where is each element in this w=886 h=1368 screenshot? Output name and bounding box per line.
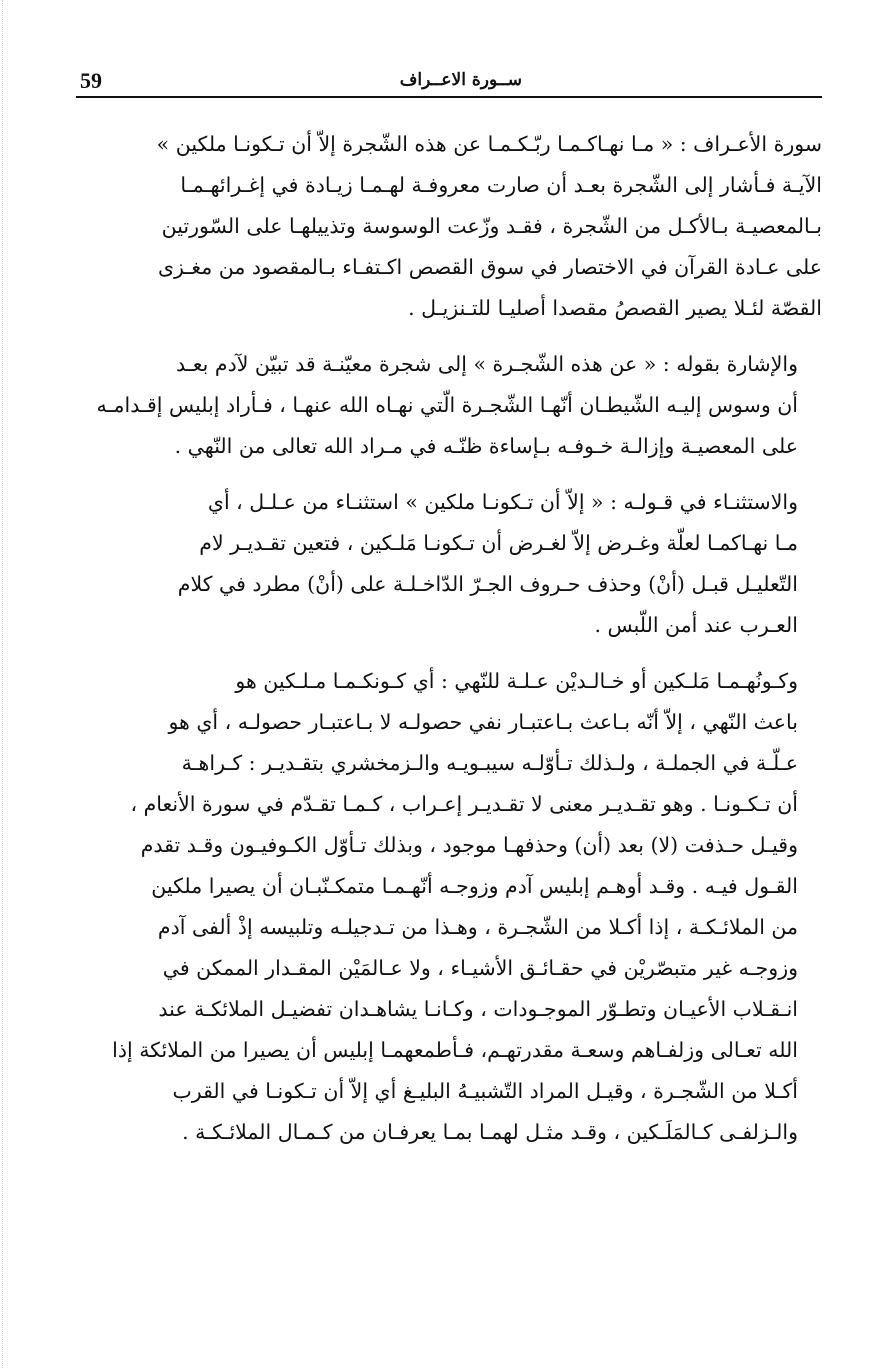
text-line: مـا نهـاكمـا لعلّة وغـرض إلاّ لغـرض أن تـكونـا مَلـكين ، فتعين تقـديـر لام: [199, 531, 798, 555]
text-line: بـالمعصيـة بـالأكـل من الشّجرة ، فقـد وزّعت الوسوسة وتذييلهـا على السّورتين: [161, 214, 822, 238]
text-line: والـزلفـى كـالمَلَـكين ، وقـد مثـل لهمـا بمـا يعرفـان من كـمـال الملائـكـة .: [182, 1120, 798, 1144]
text-line: عـلّـة في الجملـة ، ولـذلك تـأوّلـه سيبـويـه والـزمخشري بتقـديـر : كـراهـة: [181, 751, 798, 775]
page-header: [76, 62, 822, 98]
scan-margin-line: [2, 0, 4, 1368]
text-line: الله تعـالى وزلفـاهم وسعـة مقدرتهـم، فـأطمعهمـا إبليس أن يصيرا من الملائكة إذا: [112, 1038, 798, 1062]
text-line: باعث النّهي ، إلاّ أنّه بـاعث بـاعتبـار نفي حصولـه لا بـاعتبـار حصولـه ، أي هو: [168, 710, 798, 734]
text-line: القـول فيـه . وقـد أوهـم إبليس آدم وزوجـه أنّهـمـا متمكـنّبـان أن يصيرا ملكين: [151, 874, 798, 898]
page-number: 59: [80, 68, 102, 93]
text-line: القصّة لئـلا يصير القصصُ مقصدا أصليـا للتـنزيـل .: [408, 296, 822, 320]
text-line: والإشارة بقوله : « عن هذه الشّجـرة » إلى شجرة معيّنـة قد تبيّن لآدم بعـد: [176, 352, 798, 376]
text-line: العـرب عند أمن اللّبس .: [594, 613, 798, 637]
text-line: التّعليـل قبـل (أنْ) وحذف حـروف الجـرّ الدّاخـلـة على (أنْ) مطرد في كلام: [177, 572, 798, 596]
paragraph: [76, 124, 822, 329]
text-line: والاستثنـاء في قـولـه : « إلاّ أن تـكونـا ملكين » استثنـاء من عـلـل ، أي: [207, 490, 798, 514]
page-body: [76, 124, 822, 1168]
text-line: أن تـكـونـا . وهو تقـديـر معنى لا تقـديـر إعـراب ، كـمـا تقـدّم في سورة الأنعام ،: [130, 792, 798, 816]
text-line: أن وسوس إليـه الشّيطـان أنّهـا الشّجـرة الّتي نهـاه الله عنهـا ، فـأراد إبليس إقـدامـه: [96, 393, 798, 417]
text-line: من الملائـكـة ، إذا أكـلا من الشّجـرة ، وهـذا من تـدجيلـه وتلبيسه إذْ ألفى آدم: [157, 915, 798, 939]
text-line: انـقـلاب الأعيـان وتطـوّر الموجـودات ، وكـانـا يشاهـدان تفضيـل الملائكـة عند: [158, 997, 798, 1021]
running-title: ســورة الاعــراف: [399, 70, 522, 90]
paragraph: [76, 482, 822, 646]
text-line: سورة الأعـراف : « مـا نهـاكـمـا ربّـكـمـا عن هذه الشّجرة إلاّ أن تـكونـا ملكين »: [156, 132, 822, 156]
text-line: على المعصيـة وإزالـة خـوفـه بـإساءة ظنّـه في مـراد الله تعالى من النّهي .: [174, 434, 798, 458]
paragraph: [76, 661, 822, 1153]
text-line: وقيـل حـذفت (لا) بعد (أن) وحذفهـا موجود ، وبذلك تـأوّل الكـوفيـون وقـد تقدم: [140, 833, 798, 857]
text-line: وزوجـه غير متبصّريْن في حقـائـق الأشيـاء ، ولا عـالمَيْن المقـدار الممكن في: [162, 956, 798, 980]
paragraph: [76, 344, 822, 467]
text-line: أكـلا من الشّجـرة ، وقيـل المراد التّشبيـهُ البليـغ أي إلاّ أن تـكونـا في القرب: [172, 1079, 798, 1103]
text-line: الآيـة فـأشار إلى الشّجرة بعـد أن صارت معروفـة لهـمـا زيـادة في إغـرائهـمـا: [180, 173, 822, 197]
text-line: وكـونُهـمـا مَلـكين أو خـالـديْن عـلـة للنّهي : أي كـونكـمـا مـلـكين هو: [235, 669, 798, 693]
text-line: على عـادة القرآن في الاختصار في سوق القصص اكـتفـاء بـالمقصود من مغـزى: [158, 255, 822, 279]
